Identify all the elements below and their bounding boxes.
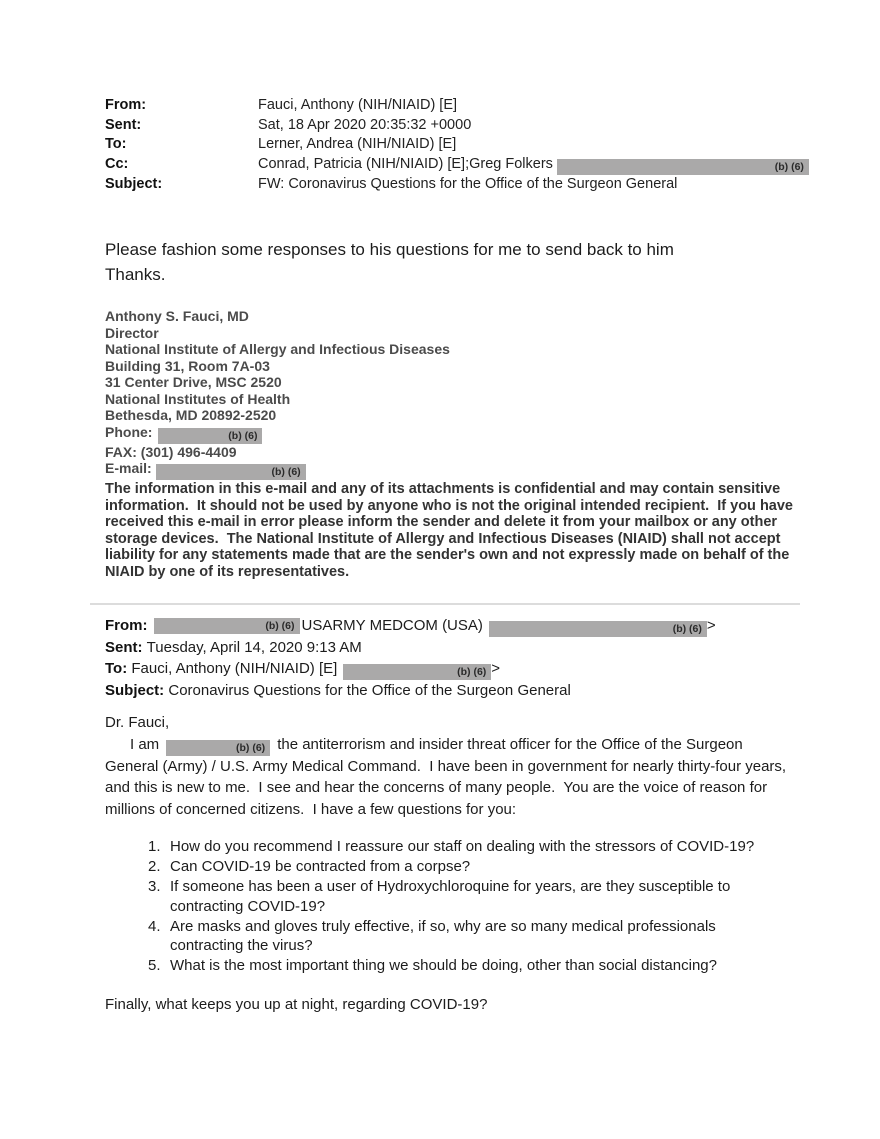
to-label: To: — [105, 136, 127, 152]
list-item — [148, 877, 797, 916]
email1-body-line2: Thanks. — [105, 265, 166, 284]
header-row-to — [105, 135, 792, 155]
redaction-label: (b) (6) — [271, 466, 301, 478]
cc-value — [258, 155, 809, 175]
list-item-text: How do you recommend I reassure our staff on dealing with the stressors of COVID-19? — [170, 838, 755, 855]
subject-value: Coronavirus Questions for the Office of the Surgeon General — [168, 682, 571, 699]
redaction-box — [166, 740, 270, 756]
header-row-cc — [105, 155, 804, 175]
email1-header — [105, 96, 804, 194]
list-item-text: Are masks and gloves truly effective, if so, why are so many medical professionals contracting the virus? — [170, 917, 716, 954]
redaction-box — [489, 621, 707, 637]
email2-body — [105, 712, 797, 1015]
sent-label: Sent: — [105, 116, 142, 133]
list-item — [148, 956, 797, 976]
signature-block — [105, 308, 792, 480]
email-separator-line — [90, 603, 800, 605]
list-item — [148, 857, 797, 877]
signature-building: Building 31, Room 7A-03 — [105, 357, 270, 374]
list-item-text: If someone has been a user of Hydroxychloroquine for years, are they susceptible to contracting COVID-19? — [170, 878, 731, 915]
list-item-number: 3. — [148, 878, 161, 895]
to-value: Lerner, Andrea (NIH/NIAID) [E] — [258, 136, 457, 152]
signature-street: 31 Center Drive, MSC 2520 — [105, 374, 282, 390]
from-value: Fauci, Anthony (NIH/NIAID) [E] — [258, 97, 458, 113]
header-row-from — [105, 96, 792, 116]
list-item-number: 1. — [148, 838, 161, 855]
redaction-box — [557, 159, 809, 175]
list-item — [148, 917, 797, 956]
email-label: E-mail: — [105, 460, 152, 476]
cc-label: Cc: — [105, 155, 129, 172]
header2-row-from — [105, 615, 792, 637]
redaction-box — [343, 664, 491, 680]
header2-row-sent — [105, 637, 792, 658]
intro-paragraph — [105, 734, 797, 821]
header-row-subject — [105, 175, 792, 195]
to-label: To: — [105, 660, 128, 677]
redaction-label: (b) (6) — [672, 623, 702, 635]
list-item-text: What is the most important thing we should be doing, other than social distancing? — [170, 957, 717, 974]
salutation: Dr. Fauci, — [105, 714, 170, 731]
signature-phone-row — [105, 424, 792, 444]
redaction-label: (b) (6) — [228, 429, 258, 442]
header-row-sent — [105, 116, 792, 136]
sent-value: Tuesday, April 14, 2020 9:13 AM — [146, 639, 362, 656]
redaction-label: (b) (6) — [236, 741, 266, 754]
to-value: Fauci, Anthony (NIH/NIAID) [E] — [131, 660, 338, 677]
signature-city: Bethesda, MD 20892-2520 — [105, 407, 277, 423]
intro-post: the antiterrorism and insider threat officer for the Office of the Surgeon General (Army) / U.S. Army Medical Command. I have been in government for nearly thirty-four years, and this is new to me. I see and hear the concerns of many people. You are the voice of reason for millions of concerned citizens. I have a few questions for you: — [105, 735, 791, 818]
signature-title: Director — [105, 324, 159, 341]
to-suffix: > — [491, 660, 501, 677]
subject-label: Subject: — [105, 682, 165, 699]
redaction-label: (b) (6) — [265, 620, 295, 632]
list-item-number: 4. — [148, 917, 161, 935]
sent-label: Sent: — [105, 639, 143, 656]
subject-value: FW: Coronavirus Questions for the Office of the Surgeon General — [258, 175, 678, 192]
email1-body-line1: Please fashion some responses to his questions for me to send back to him — [105, 240, 674, 259]
header2-row-to — [105, 658, 792, 680]
subject-label: Subject: — [105, 175, 163, 192]
list-item-text: Can COVID-19 be contracted from a corpse? — [170, 858, 471, 875]
closing-question: Finally, what keeps you up at night, regarding COVID-19? — [105, 995, 488, 1013]
redaction-box — [156, 464, 306, 480]
redaction-label: (b) (6) — [774, 160, 804, 173]
list-item-number: 2. — [148, 858, 161, 875]
email2-header — [105, 615, 792, 701]
from-value: USARMY MEDCOM (USA) — [301, 617, 483, 634]
from-label: From: — [105, 97, 147, 113]
intro-pre: I am — [130, 735, 160, 753]
from-label: From: — [105, 617, 148, 634]
signature-institute: National Institute of Allergy and Infectious Diseases — [105, 341, 450, 357]
phone-label: Phone: — [105, 423, 153, 440]
header2-row-subject — [105, 680, 792, 701]
confidentiality-disclaimer: The information in this e-mail and any of its attachments is confidential and may contain sensitive information. It should not be used by anyone who is not the original intended recipient. If you have received this e-mail in error please inform the sender and delete it from your mailbox or any other storage devices. The National Institute of Allergy and Infectious Diseases (NIAID) shall not accept liability for any statements made that are the sender's own and not expressly made on behalf of the NIAID by one of its representatives. — [105, 481, 798, 580]
list-item-number: 5. — [148, 957, 161, 974]
signature-org: National Institutes of Health — [105, 390, 291, 407]
redaction-label: (b) (6) — [457, 666, 487, 678]
from-suffix: > — [706, 617, 716, 634]
signature-fax-row: FAX: (301) 496-4409 — [105, 443, 237, 460]
cc-value-text: Conrad, Patricia (NIH/NIAID) [E];Greg Folkers — [258, 155, 553, 172]
redaction-box — [154, 618, 300, 634]
redaction-box — [158, 428, 262, 444]
question-list — [105, 837, 797, 976]
email1-body — [105, 237, 792, 287]
list-item — [148, 837, 797, 857]
signature-name: Anthony S. Fauci, MD — [105, 308, 249, 324]
sent-value: Sat, 18 Apr 2020 20:35:32 +0000 — [258, 116, 472, 133]
signature-email-row — [105, 460, 792, 480]
